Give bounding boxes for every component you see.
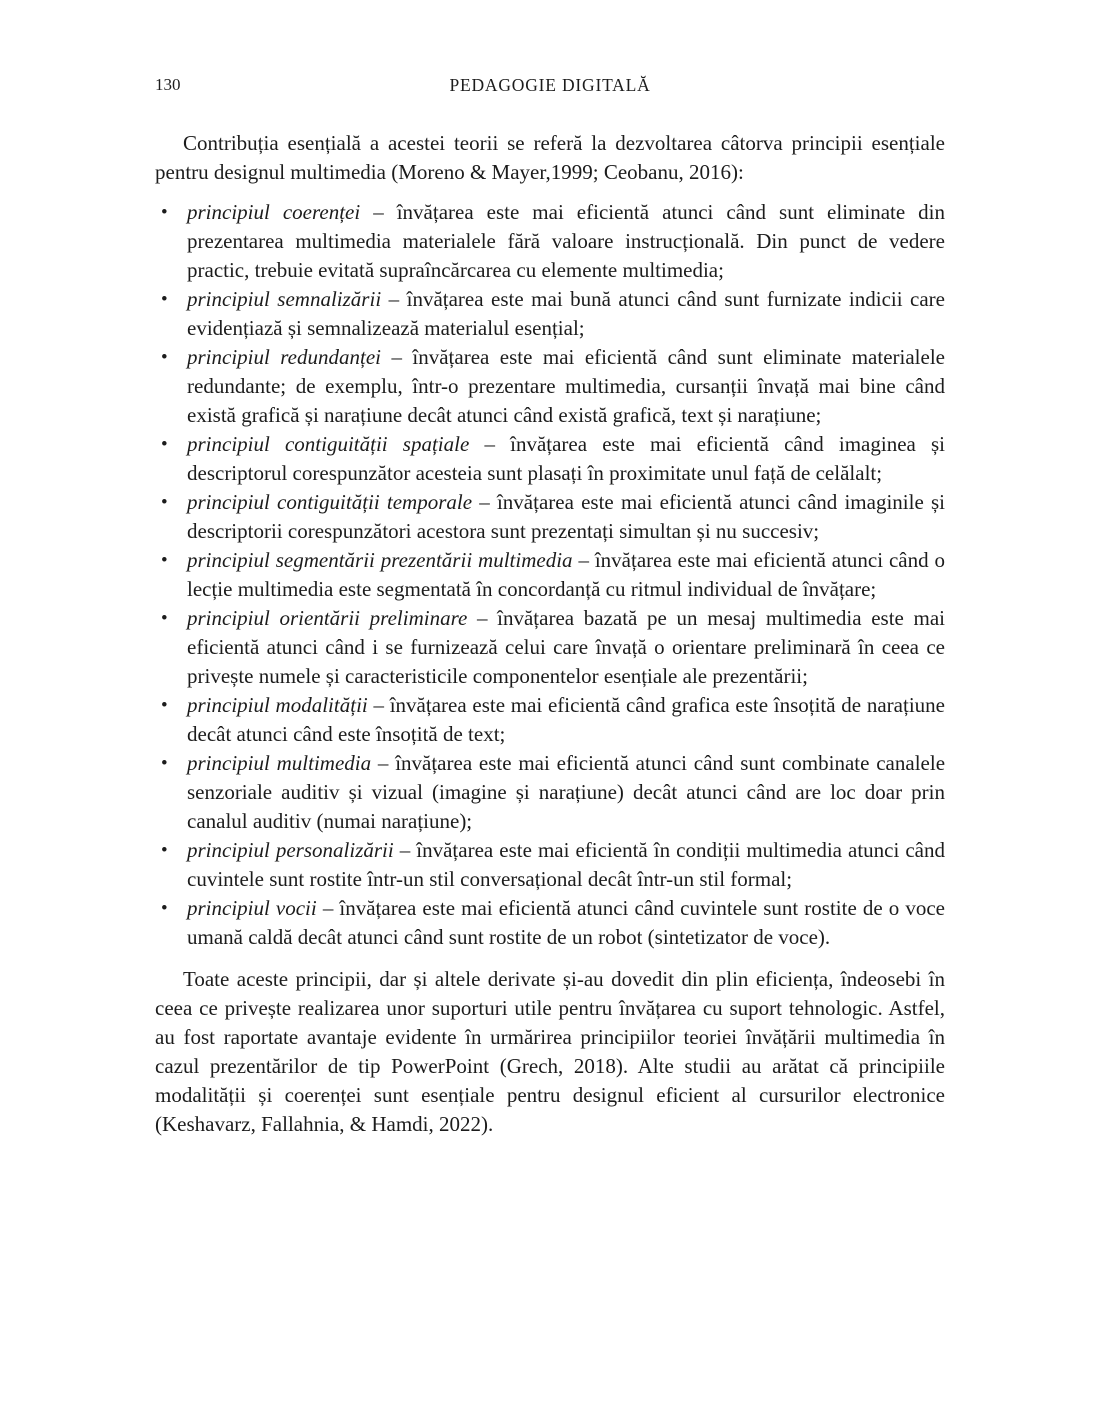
principle-item (155, 749, 945, 836)
principle-text: – învățarea este mai eficientă când sunt eliminate materialele redundante; de exemplu, într-o prezentare multimedia, cursanții învață mai bine când există grafică și narațiune decât atunci când există grafică, text și narațiune; (187, 345, 945, 427)
principle-text: – învățarea este mai eficientă în condiții multimedia atunci când cuvintele sunt rostite într-un stil conversațional decât într-un stil formal; (187, 838, 945, 891)
principle-term: principiul contiguității spațiale (187, 432, 470, 456)
principle-term: principiul orientării preliminare (187, 606, 468, 630)
bullet-icon: • (161, 202, 168, 223)
bullet-icon: • (161, 492, 168, 513)
principle-item (155, 343, 945, 430)
principle-term: principiul semnalizării (187, 287, 382, 311)
principle-term: principiul redundanței (187, 345, 381, 369)
bullet-icon: • (161, 898, 168, 919)
bullet-icon: • (161, 608, 168, 629)
principle-text: – învățarea este mai eficientă atunci când o lecție multimedia este segmentată în concordanță cu ritmul individual de învățare; (187, 548, 946, 601)
principle-term: principiul segmentării prezentării multimedia (187, 548, 573, 572)
principle-term: principiul vocii (187, 896, 317, 920)
principle-text: – învățarea bazată pe un mesaj multimedia este mai eficientă atunci când i se furnizează celui care învață o orientare preliminară în ceea ce privește numele și caracteristicile componentelor esențiale ale prezentării; (187, 606, 946, 688)
principle-term: principiul personalizării (187, 838, 394, 862)
principle-term: principiul modalității (187, 693, 368, 717)
principle-item (155, 691, 945, 749)
bullet-icon: • (161, 840, 168, 861)
principle-item (155, 488, 945, 546)
principle-term: principiul coerenței (187, 200, 361, 224)
bullet-icon: • (161, 753, 168, 774)
principle-text: – învățarea este mai eficientă atunci când imaginile și descriptorii corespunzători acestora sunt prezentați simultan și nu succesiv; (187, 490, 945, 543)
principle-text: – învățarea este mai eficientă atunci când sunt combinate canalele senzoriale auditiv și vizual (imagine și narațiune) decât atunci când are loc doar prin canalul auditiv (numai narațiune); (187, 751, 946, 833)
closing-paragraph: Toate aceste principii, dar și altele derivate și-au dovedit din plin eficiența, îndeosebi în ceea ce privește realizarea unor suporturi utile pentru învățarea cu suport tehnologic. Astfel, au fost raportate avantaje evidente în urmărirea principiilor teoriei învățării multimedia în cazul prezentărilor de tip PowerPoint (Grech, 2018). Alte studii au arătat că principiile modalității și coerenței sunt esențiale pentru designul eficient al cursurilor electronice (Keshavarz, Fallahnia, & Hamdi, 2022). (155, 967, 945, 1136)
principle-text: – învățarea este mai bună atunci când sunt furnizate indicii care evidențiază și semnalizează materialul esențial; (187, 287, 945, 340)
principle-item (155, 430, 945, 488)
bullet-icon: • (161, 695, 168, 716)
principle-item (155, 285, 945, 343)
principles-list (155, 198, 945, 952)
principle-item (155, 894, 945, 952)
principle-text: – învățarea este mai eficientă atunci când cuvintele sunt rostite de o voce umană caldă decât atunci când sunt rostite de un robot (sintetizator de voce). (187, 896, 945, 949)
principle-item (155, 604, 945, 691)
principle-term: principiul multimedia (187, 751, 372, 775)
principle-text: – învățarea este mai eficientă când grafica este însoțită de narațiune decât atunci când este însoțită de text; (187, 693, 945, 746)
running-title: PEDAGOGIE DIGITALĂ (449, 75, 651, 95)
page-header (155, 70, 945, 99)
principle-term: principiul contiguității temporale (187, 490, 473, 514)
bullet-icon: • (161, 289, 168, 310)
principle-item (155, 546, 945, 604)
bullet-icon: • (161, 434, 168, 455)
intro-paragraph: Contribuția esențială a acestei teorii se referă la dezvoltarea câtorva principii esențiale pentru designul multimedia (Moreno & Mayer,1999; Ceobanu, 2016): (155, 131, 945, 184)
principle-item (155, 198, 945, 285)
principle-text: – învățarea este mai eficientă atunci când sunt eliminate din prezentarea multimedia materialele fără valoare instrucțională. Din punct de vedere practic, trebuie evitată supraîncărcarea cu elemente multimedia; (187, 200, 946, 282)
bullet-icon: • (161, 550, 168, 571)
page-number: 130 (155, 75, 181, 94)
bullet-icon: • (161, 347, 168, 368)
principle-text: – învățarea este mai eficientă când imaginea și descriptorul corespunzător acesteia sunt plasați în proximitate unul față de celălalt; (187, 432, 945, 485)
principle-item (155, 836, 945, 894)
